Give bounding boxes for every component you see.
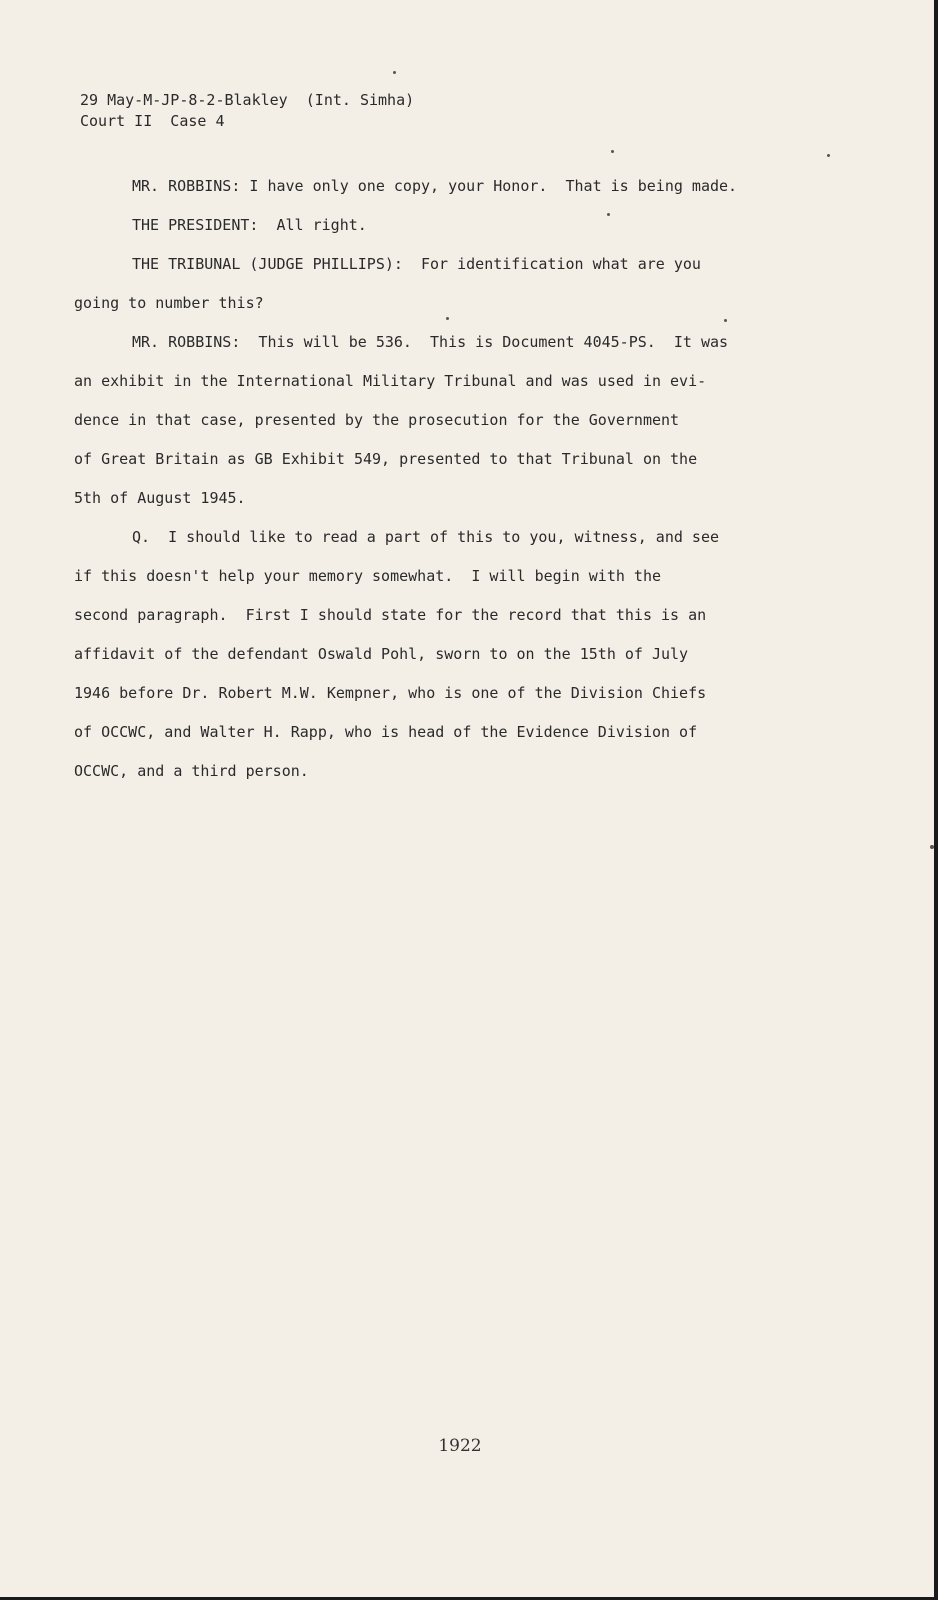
- paper-speck: [446, 317, 449, 320]
- text-line: second paragraph. First I should state for the record that this is an: [74, 606, 707, 624]
- text-line: dence in that case, presented by the prosecution for the Government: [74, 411, 680, 429]
- paragraph-tribunal-question: [74, 245, 834, 323]
- transcript-body: [74, 167, 834, 791]
- text-line: if this doesn't help your memory somewhat. I will begin with the: [74, 567, 661, 585]
- paper-speck: [607, 213, 610, 216]
- text-line: MR. ROBBINS: This will be 536. This is Document 4045-PS. It was: [132, 333, 729, 351]
- text-line: affidavit of the defendant Oswald Pohl, sworn to on the 15th of July: [74, 645, 689, 663]
- paragraph-question-affidavit: [74, 518, 834, 791]
- paper-speck: [393, 71, 396, 74]
- text-line: OCCWC, and a third person.: [74, 762, 309, 780]
- text-line: an exhibit in the International Military Tribunal and was used in evi-: [74, 372, 707, 390]
- paragraph-robbins-copy: [74, 167, 834, 206]
- page-header: [80, 90, 414, 132]
- page-number: 1922: [438, 1436, 482, 1456]
- text-line: THE PRESIDENT: All right.: [132, 216, 367, 234]
- header-line-2: Court II Case 4: [80, 112, 225, 130]
- paper-speck: [930, 845, 934, 849]
- text-line: of Great Britain as GB Exhibit 549, presented to that Tribunal on the: [74, 450, 698, 468]
- paper-speck: [724, 319, 727, 322]
- text-line: MR. ROBBINS: I have only one copy, your Honor. That is being made.: [132, 177, 738, 195]
- text-line: of OCCWC, and Walter H. Rapp, who is head of the Evidence Division of: [74, 723, 698, 741]
- paper-speck: [611, 150, 614, 153]
- header-line-1: 29 May-M-JP-8-2-Blakley (Int. Simha): [80, 91, 415, 109]
- text-line: 5th of August 1945.: [74, 489, 246, 507]
- paragraph-robbins-exhibit: [74, 323, 834, 518]
- text-line: going to number this?: [74, 294, 264, 312]
- paragraph-president: [74, 206, 834, 245]
- paper-speck: [827, 154, 830, 157]
- text-line: 1946 before Dr. Robert M.W. Kempner, who is one of the Division Chiefs: [74, 684, 707, 702]
- text-line: THE TRIBUNAL (JUDGE PHILLIPS): For identification what are you: [132, 255, 701, 273]
- text-line: Q. I should like to read a part of this to you, witness, and see: [132, 528, 719, 546]
